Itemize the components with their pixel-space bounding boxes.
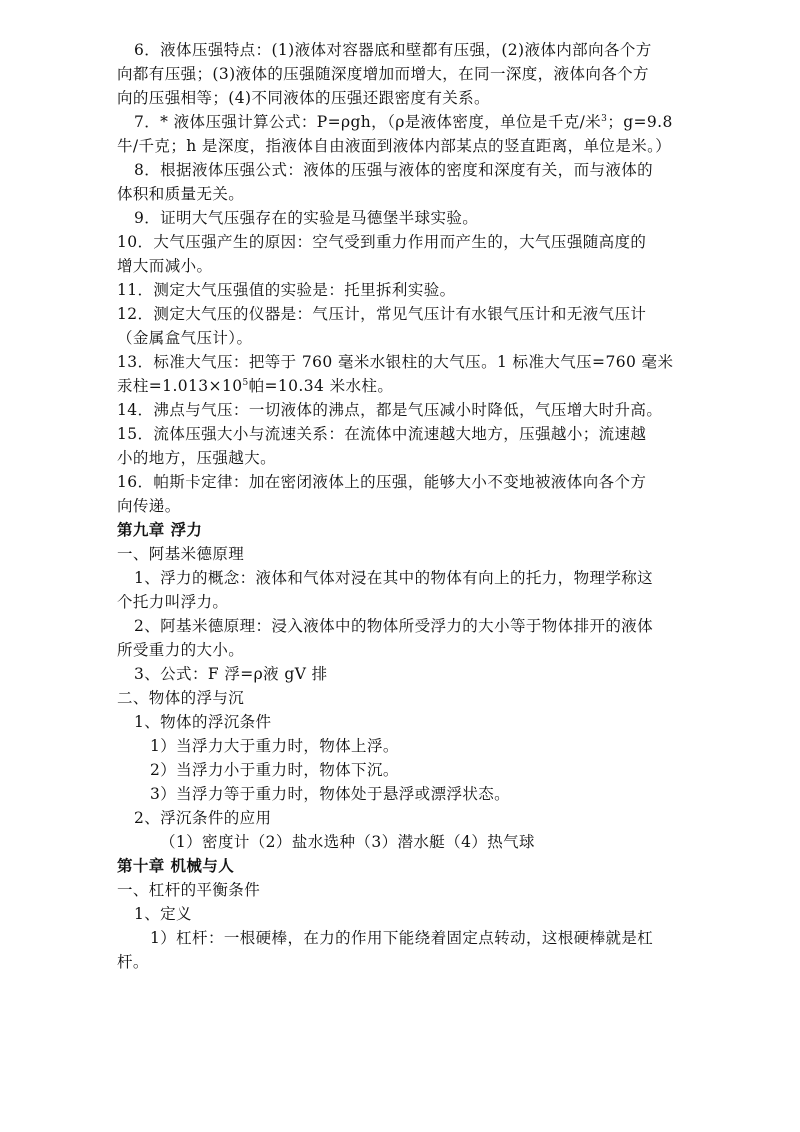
- para-15-line-1: 15．流体压强大小与流速关系：在流体中流速越大地方，压强越小；流速越: [117, 425, 647, 443]
- condition-sink: 2）当浮力小于重力时，物体下沉。: [150, 761, 399, 779]
- float-sink-applications-heading: 2、浮沉条件的应用: [134, 809, 272, 827]
- exponent-superscript: 5: [242, 378, 249, 388]
- para-7-gravity-text: ；g=9.8: [607, 113, 673, 131]
- para-7-line-1: [134, 112, 673, 132]
- para-13-mercury-text: 汞柱=1.013×10: [117, 377, 243, 395]
- para-13-pascal-text: 帕=10.34 米水柱。: [248, 377, 394, 395]
- buoyancy-concept-line-1: 1、浮力的概念：液体和气体对浸在其中的物体有向上的托力，物理学称这: [134, 569, 654, 587]
- para-16-line-2: 向传递。: [117, 497, 181, 515]
- para-11: 11．测定大气压强值的实验是：托里拆利实验。: [117, 281, 456, 299]
- float-sink-applications-list: （1）密度计（2）盐水选种（3）潜水艇（4）热气球: [160, 833, 535, 851]
- para-8-line-1: 8．根据液体压强公式：液体的压强与液体的密度和深度有关，而与液体的: [134, 161, 654, 179]
- para-6-line-1: 6．液体压强特点：(1)液体对容器底和壁都有压强，(2)液体内部向各个方: [134, 41, 652, 59]
- definition-heading: 1、定义: [134, 905, 192, 923]
- para-15-line-2: 小的地方，压强越大。: [117, 449, 277, 467]
- para-13-line-2: [117, 376, 393, 396]
- section-lever-balance-heading: 一、杠杆的平衡条件: [117, 881, 261, 899]
- cubic-superscript: 3: [601, 114, 608, 124]
- section-archimedes-heading: 一、阿基米德原理: [117, 545, 245, 563]
- para-12-line-2: （金属盒气压计）。: [117, 329, 253, 347]
- para-7-line-2: 牛/千克；h 是深度，指液体自由液面到液体内部某点的竖直距离，单位是米。）: [117, 137, 672, 155]
- para-6-line-3: 向的压强相等；(4)不同液体的压强还跟密度有关系。: [117, 89, 490, 107]
- chapter-10-heading: 第十章 机械与人: [117, 856, 235, 875]
- buoyancy-concept-line-2: 个托力叫浮力。: [117, 593, 229, 611]
- para-7-formula-text: 7．* 液体压强计算公式：P=ρgh，（ρ是液体密度，单位是千克/米: [134, 113, 602, 131]
- condition-suspend: 3）当浮力等于重力时，物体处于悬浮或漂浮状态。: [150, 785, 511, 803]
- para-10-line-2: 增大而减小。: [117, 257, 213, 275]
- lever-definition-line-2: 杆。: [117, 953, 149, 971]
- section-float-sink-heading: 二、物体的浮与沉: [117, 689, 245, 707]
- float-sink-conditions-heading: 1、物体的浮沉条件: [134, 713, 272, 731]
- buoyancy-formula: 3、公式：F 浮=ρ液 gV 排: [134, 665, 328, 683]
- archimedes-principle-line-2: 所受重力的大小。: [117, 641, 245, 659]
- para-9: 9．证明大气压强存在的实验是马德堡半球实验。: [134, 209, 479, 227]
- para-16-line-1: 16．帕斯卡定律：加在密闭液体上的压强，能够大小不变地被液体向各个方: [117, 473, 647, 491]
- para-13-line-1: 13．标准大气压：把等于 760 毫米水银柱的大气压。1 标准大气压=760 毫米: [117, 353, 674, 371]
- chapter-9-heading: 第九章 浮力: [117, 520, 203, 539]
- condition-rise: 1）当浮力大于重力时，物体上浮。: [150, 737, 399, 755]
- archimedes-principle-line-1: 2、阿基米德原理：浸入液体中的物体所受浮力的大小等于物体排开的液体: [134, 617, 654, 635]
- para-6-line-2: 向都有压强；(3)液体的压强随深度增加而增大，在同一深度，液体向各个方: [117, 65, 649, 83]
- para-8-line-2: 体积和质量无关。: [117, 185, 245, 203]
- para-12-line-1: 12．测定大气压的仪器是：气压计，常见气压计有水银气压计和无液气压计: [117, 305, 647, 323]
- lever-definition-line-1: 1）杠杆：一根硬棒，在力的作用下能绕着固定点转动，这根硬棒就是杠: [150, 929, 654, 947]
- para-10-line-1: 10．大气压强产生的原因：空气受到重力作用而产生的，大气压强随高度的: [117, 233, 647, 251]
- para-14: 14．沸点与气压：一切液体的沸点，都是气压减小时降低，气压增大时升高。: [117, 401, 663, 419]
